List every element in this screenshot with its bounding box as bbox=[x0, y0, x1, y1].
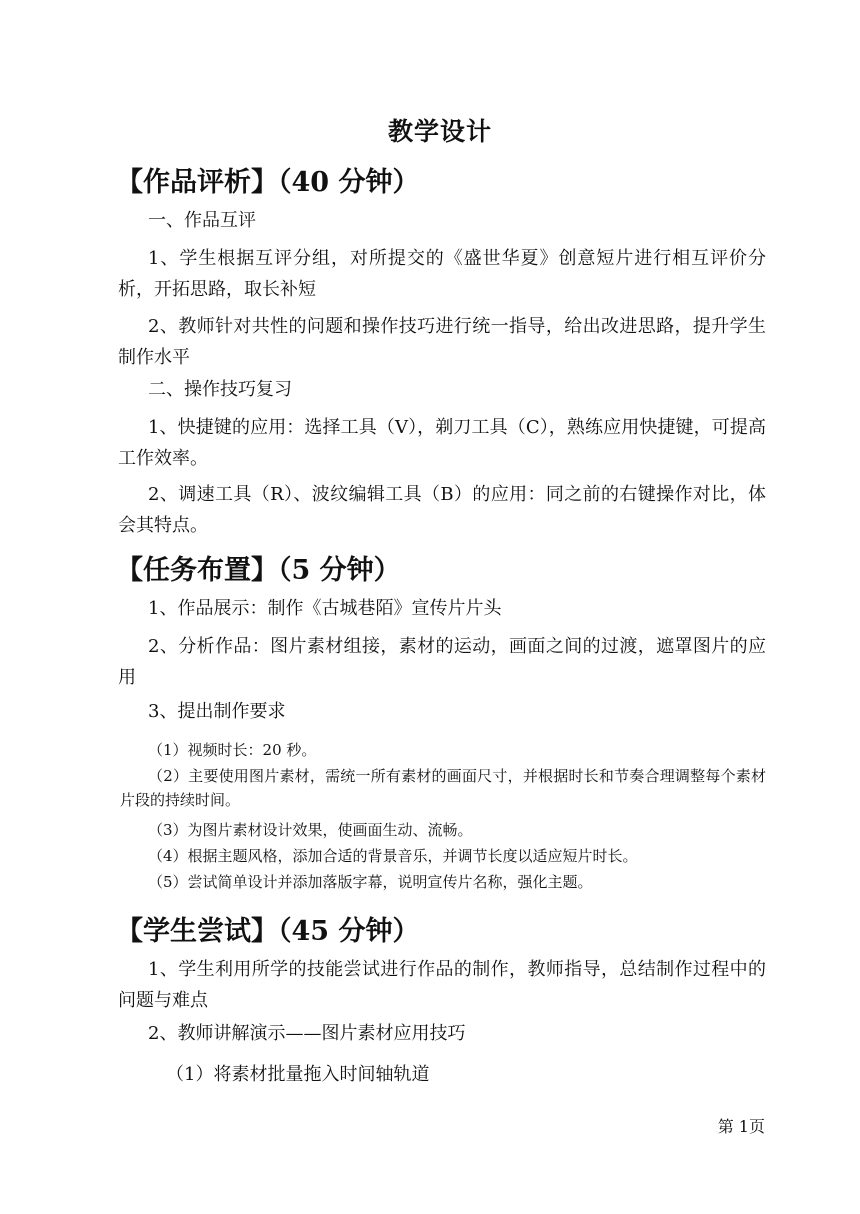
requirement-item: （2）主要使用图片素材，需统一所有素材的画面尺寸，并根据时长和节奏合理调整每个素材片段的持续时间。 bbox=[120, 767, 766, 809]
requirement-item: （1）视频时长：20 秒。 bbox=[148, 741, 317, 759]
paragraph: 一、作品互评 bbox=[148, 210, 256, 231]
paragraph: 2、教师讲解演示——图片素材应用技巧 bbox=[148, 1023, 466, 1044]
paragraph: 2、分析作品：图片素材组接，素材的运动，画面之间的过渡，遮罩图片的应用 bbox=[118, 636, 766, 688]
paragraph: 2、调速工具（R）、波纹编辑工具（B）的应用：同之前的右键操作对比，体会其特点。 bbox=[118, 484, 766, 536]
page-number: 第 1页 bbox=[717, 1117, 765, 1136]
requirement-item: （5）尝试简单设计并添加落版字幕，说明宣传片名称，强化主题。 bbox=[148, 873, 593, 891]
paragraph: 1、学生利用所学的技能尝试进行作品的制作，教师指导，总结制作过程中的问题与难点 bbox=[118, 959, 766, 1011]
paragraph: 1、学生根据互评分组，对所提交的《盛世华夏》创意短片进行相互评价分析，开拓思路，取长补短 bbox=[118, 248, 766, 300]
paragraph: 3、提出制作要求 bbox=[148, 701, 286, 722]
section-heading-attempt: 【学生尝试】（45 分钟） bbox=[116, 916, 420, 947]
doc-title: 教学设计 bbox=[387, 117, 492, 146]
requirement-item: （3）为图片素材设计效果，使画面生动、流畅。 bbox=[148, 821, 473, 839]
paragraph: 1、作品展示：制作《古城巷陌》宣传片片头 bbox=[148, 598, 502, 619]
paragraph: 2、教师针对共性的问题和操作技巧进行统一指导，给出改进思路，提升学生制作水平 bbox=[118, 316, 766, 368]
paragraph: 二、操作技巧复习 bbox=[148, 379, 292, 400]
paragraph: （1）将素材批量拖入时间轴轨道 bbox=[166, 1064, 430, 1085]
section-heading-task: 【任务布置】（5 分钟） bbox=[116, 555, 401, 586]
section-heading-review: 【作品评析】（40 分钟） bbox=[116, 167, 420, 198]
requirement-item: （4）根据主题风格，添加合适的背景音乐，并调节长度以适应短片时长。 bbox=[148, 847, 638, 865]
paragraph: 1、快捷键的应用：选择工具（V），剃刀工具（C），熟练应用快捷键，可提高工作效率。 bbox=[118, 417, 766, 469]
